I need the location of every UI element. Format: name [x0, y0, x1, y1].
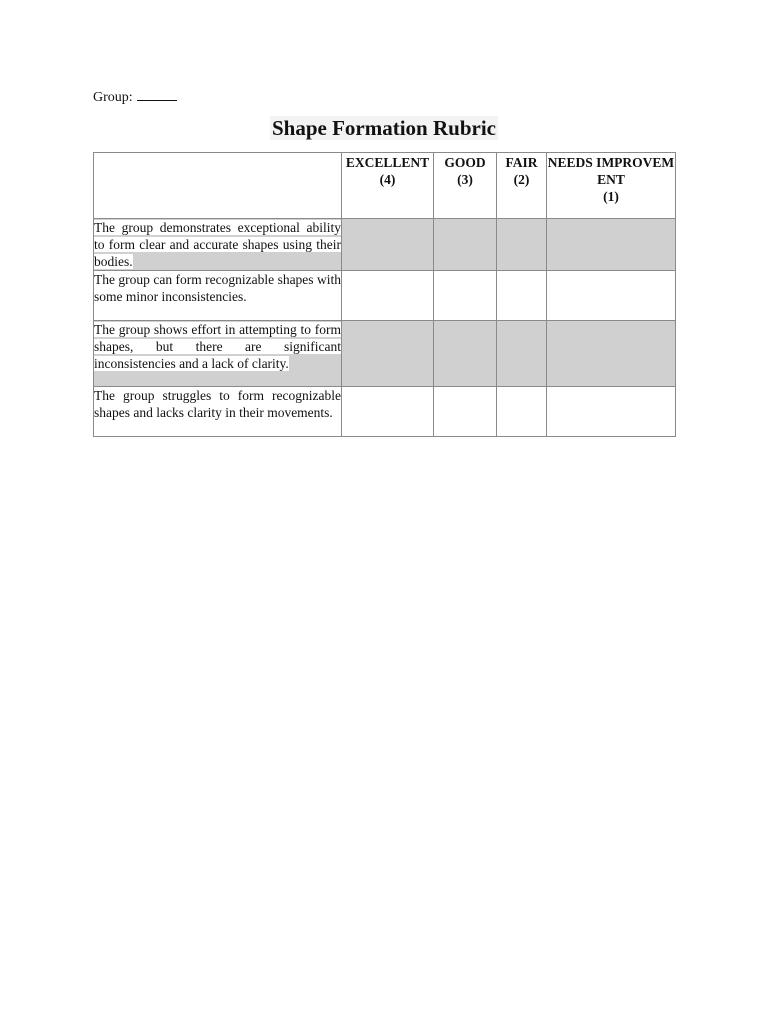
header-cell-needs-improvement	[547, 153, 676, 219]
table-row	[94, 321, 676, 387]
group-field	[93, 88, 177, 106]
header-score: (1)	[603, 189, 619, 204]
score-cell-fair[interactable]	[497, 271, 547, 321]
score-cell-good[interactable]	[434, 321, 497, 387]
criterion-cell	[94, 387, 342, 437]
header-score: (2)	[513, 172, 530, 187]
table-row	[94, 271, 676, 321]
score-cell-fair[interactable]	[497, 321, 547, 387]
criterion-cell	[94, 271, 342, 321]
header-cell-excellent	[342, 153, 434, 219]
criterion-text: The group struggles to form recognizable shapes and lacks clarity in their movements.	[94, 388, 341, 420]
score-cell-needs-improvement[interactable]	[547, 271, 676, 321]
criterion-cell	[94, 219, 342, 271]
score-cell-fair[interactable]	[497, 387, 547, 437]
criterion-text: The group demonstrates exceptional ability to form clear and accurate shapes using their bodies.	[94, 220, 341, 269]
header-cell-fair	[497, 153, 547, 219]
score-cell-needs-improvement[interactable]	[547, 219, 676, 271]
criterion-text: The group shows effort in attempting to form shapes, but there are significant inconsistencies and a lack of clarity.	[94, 322, 341, 371]
header-score: (4)	[379, 172, 396, 187]
criterion-text: The group can form recognizable shapes with some minor inconsistencies.	[94, 272, 341, 304]
header-label: EXCELLENT	[345, 155, 430, 170]
header-cell-criteria	[94, 153, 342, 219]
score-cell-excellent[interactable]	[342, 271, 434, 321]
table-header-row	[94, 153, 676, 219]
page-title-text: Shape Formation Rubric	[271, 116, 496, 140]
score-cell-needs-improvement[interactable]	[547, 321, 676, 387]
criterion-cell	[94, 321, 342, 387]
score-cell-needs-improvement[interactable]	[547, 387, 676, 437]
score-cell-fair[interactable]	[497, 219, 547, 271]
group-blank-line[interactable]	[137, 88, 177, 101]
rubric-table	[93, 152, 676, 437]
score-cell-good[interactable]	[434, 219, 497, 271]
header-label: FAIR	[505, 155, 538, 170]
score-cell-excellent[interactable]	[342, 387, 434, 437]
score-cell-excellent[interactable]	[342, 321, 434, 387]
header-score: (3)	[457, 172, 473, 187]
header-label: NEEDS IMPROVEMENT	[547, 155, 675, 187]
header-cell-good	[434, 153, 497, 219]
score-cell-excellent[interactable]	[342, 219, 434, 271]
score-cell-good[interactable]	[434, 387, 497, 437]
score-cell-good[interactable]	[434, 271, 497, 321]
table-row	[94, 219, 676, 271]
page-title	[93, 115, 675, 141]
table-row	[94, 387, 676, 437]
header-label: GOOD	[444, 155, 486, 170]
group-label: Group:	[93, 90, 133, 105]
